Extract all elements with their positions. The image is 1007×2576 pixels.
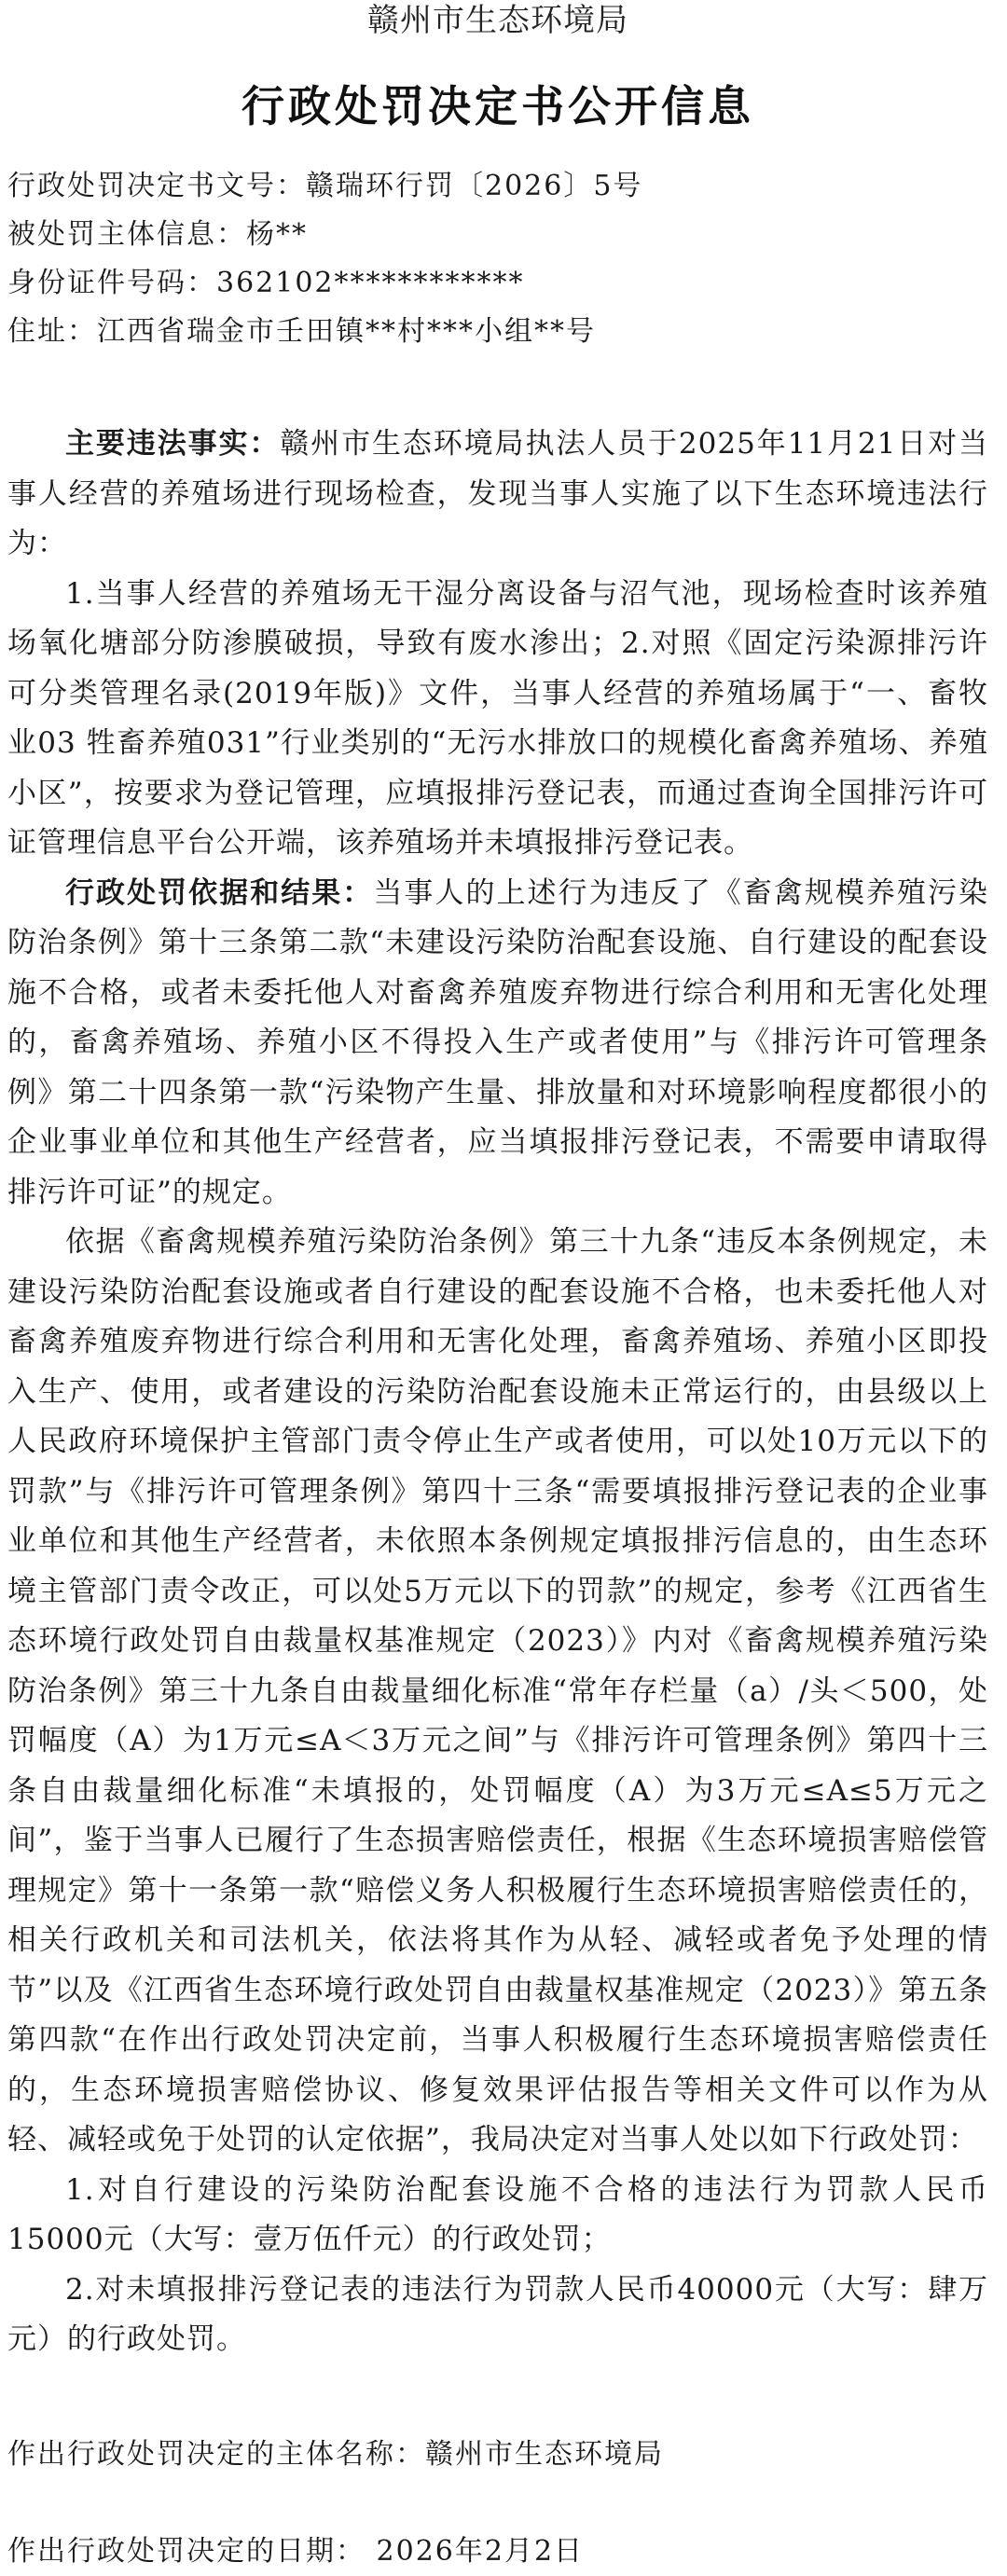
decision-number: 行政处罚决定书文号：赣瑞环行罚〔2026〕5号 [7, 170, 643, 202]
facts-detail-paragraph: 1.当事人经营的养殖场无干湿分离设备与沼气池，现场检查时该养殖场氧化塘部分防渗膜破损，导致有废水渗出；2.对照《固定污染源排污许可分类管理名录(2019年版)》文件，当事人经营的养殖场属于“一、畜牧业03 牲畜养殖031”行业类别的“无污水排放口的规模化畜禽养殖场、养殖小区”，按要求为登记管理，应填报排污登记表，而通过查询全国排污许可证管理信息平台公开端，该养殖场并未填报排污登记表。 [7, 576, 988, 860]
decision-footer [7, 2431, 988, 2576]
agency-name: 赣州市生态环境局 [367, 2, 628, 39]
basis-paragraph [7, 869, 988, 1219]
penalty-item-2: 2.对未填报排污登记表的违法行为罚款人民币40000元（大写：肆万元）的行政处罚。 [7, 2272, 988, 2356]
address: 住址：江西省瑞金市壬田镇**村***小组**号 [7, 315, 596, 348]
facts-label: 主要违法事实： [65, 427, 281, 461]
decision-body [7, 420, 988, 2365]
decision-date: 作出行政处罚决定的日期： 2026年2月2日 [7, 2534, 585, 2568]
case-meta [7, 162, 988, 356]
penalty-item-1: 1.对自行建设的污染防治配套设施不合格的违法行为罚款人民币15000元（大写：壹万伍仟元）的行政处罚； [7, 2172, 988, 2256]
issuing-authority: 作出行政处罚决定的主体名称：赣州市生态环境局 [7, 2437, 664, 2471]
page-title: 行政处罚决定书公开信息 [241, 81, 754, 131]
basis-text: 当事人的上述行为违反了《畜禽规模养殖污染防治条例》第十三条第二款“未建设污染防治配套设施、自行建设的配套设施不合格，或者未委托他人对畜禽养殖废弃物进行综合利用和无害化处理的，畜禽养殖场、养殖小区不得投入生产或者使用”与《排污许可管理条例》第二十四条第一款“污染物产生量、排放量和对环境影响程度都很小的企业事业单位和其他生产经营者，应当填报排污登记表，不需要申请取得排污许可证”的规定。 [7, 875, 988, 1209]
basis-label: 行政处罚依据和结果： [65, 875, 374, 910]
decision-paragraph: 依据《畜禽规模养殖污染防治条例》第三十九条“违反本条例规定，未建设污染防治配套设施或者自行建设的配套设施不合格，也未委托他人对畜禽养殖废弃物进行综合利用和无害化处理，畜禽养殖场、养殖小区即投入生产、使用，或者建设的污染防治配套设施未正常运行的，由县级以上人民政府环境保护主管部门责令停止生产或者使用，可以处10万元以下的罚款”与《排污许可管理条例》第四十三条“需要填报排污登记表的企业事业单位和其他生产经营者，未依照本条例规定填报排污信息的，由生态环境主管部门责令改正，可以处5万元以下的罚款”的规定，参考《江西省生态环境行政处罚自由裁量权基准规定（2023）》内对《畜禽规模养殖污染防治条例》第三十九条自由裁量细化标准“常年存栏量（a）/头＜500，处罚幅度（A）为1万元≤A＜3万元之间”与《排污许可管理条例》第四十三条自由裁量细化标准“未填报的，处罚幅度（A）为3万元≤A≤5万元之间”，鉴于当事人已履行了生态损害赔偿责任，根据《生态环境损害赔偿管理规定》第十一条第一款“赔偿义务人积极履行生态环境损害赔偿责任的，相关行政机关和司法机关，依法将其作为从轻、减轻或者免予处理的情节”以及《江西省生态环境行政处罚自由裁量权基准规定（2023）》第五条第四款“在作出行政处罚决定前，当事人积极履行生态环境损害赔偿责任的，生态环境损害赔偿协议、修复效果评估报告等相关文件可以作为从轻、减轻或免于处罚的认定依据”，我局决定对当事人处以如下行政处罚： [7, 1225, 988, 2156]
facts-paragraph [7, 420, 988, 570]
penalized-party: 被处罚主体信息：杨** [7, 218, 308, 251]
id-number: 身份证件号码：362102************ [7, 267, 525, 299]
facts-text: 赣州市生态环境局执法人员于2025年11月21日对当事人经营的养殖场进行现场检查，发现当事人实施了以下生态环境违法行为： [7, 427, 988, 560]
